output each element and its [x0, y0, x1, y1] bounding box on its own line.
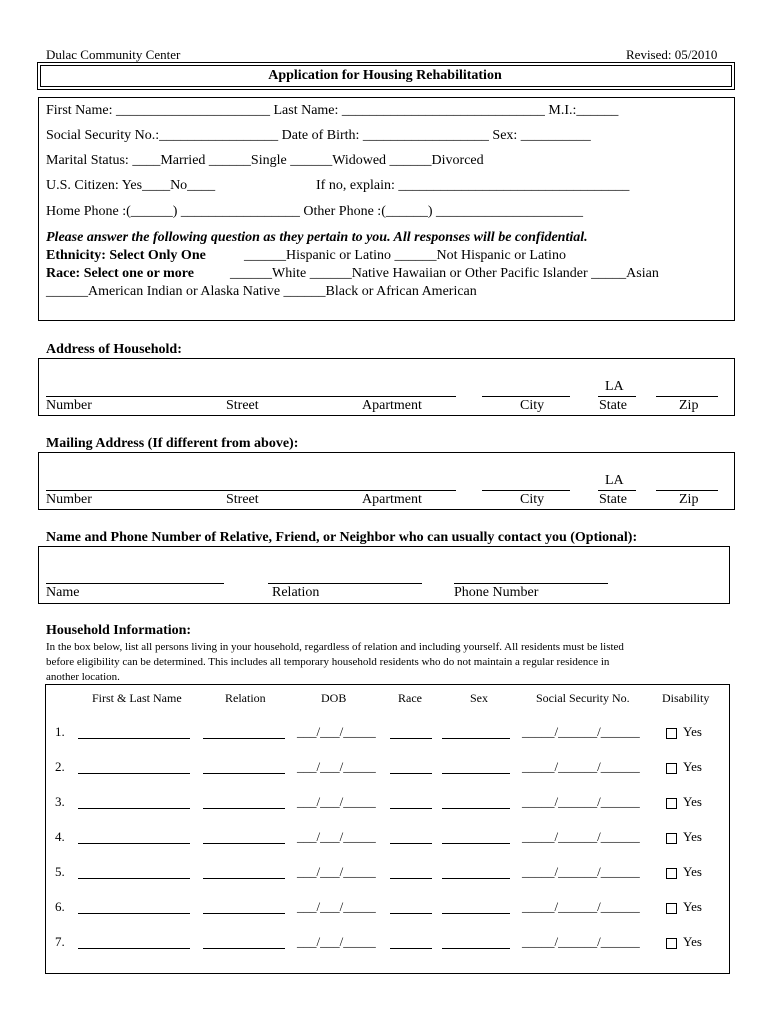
- address-state-value: LA: [605, 379, 624, 394]
- row-name-blank[interactable]: [78, 738, 190, 739]
- disability-yes-label: Yes: [683, 829, 702, 844]
- ethnicity-options[interactable]: ______Hispanic or Latino ______Not Hispanic or Latino: [244, 248, 566, 263]
- org-name: Dulac Community Center: [46, 47, 181, 62]
- row-sex-blank[interactable]: [442, 738, 510, 739]
- address-zip-label: Zip: [679, 398, 699, 413]
- address-street-label: Street: [226, 398, 259, 413]
- contact-relation-label: Relation: [272, 585, 320, 600]
- disability-yes-label: Yes: [683, 864, 702, 879]
- checkbox-icon[interactable]: [666, 763, 677, 774]
- page-title: Application for Housing Rehabilitation: [268, 68, 502, 83]
- row-race-blank[interactable]: [390, 773, 432, 774]
- col-disability: Disability: [662, 691, 710, 705]
- row-sex-blank[interactable]: [442, 808, 510, 809]
- disability-yes-option[interactable]: [666, 864, 702, 880]
- disability-yes-label: Yes: [683, 759, 702, 774]
- household-instructions-2: before eligibility can be determined. This includes all temporary household residents who do not maintain a regular residence in: [46, 656, 610, 668]
- row-number: 4.: [55, 829, 65, 844]
- col-dob: DOB: [321, 691, 347, 705]
- row-race-blank[interactable]: [390, 878, 432, 879]
- col-ssn: Social Security No.: [536, 691, 630, 705]
- address-state-label: State: [599, 398, 627, 413]
- race-options[interactable]: ______White ______Native Hawaiian or Other Pacific Islander _____Asian: [230, 266, 659, 281]
- col-race: Race: [398, 691, 422, 705]
- row-dob-blank[interactable]: ___/___/_____: [297, 829, 376, 844]
- row-name-blank[interactable]: [78, 808, 190, 809]
- household-instructions-1: In the box below, list all persons living in your household, regardless of relation and including yourself. All residents must be listed: [46, 641, 624, 653]
- disability-yes-option[interactable]: [666, 759, 702, 775]
- row-number: 2.: [55, 759, 65, 774]
- checkbox-icon[interactable]: [666, 798, 677, 809]
- phone-row[interactable]: Home Phone :(______) _________________ Other Phone :(______) _____________________: [46, 204, 584, 219]
- row-relation-blank[interactable]: [203, 948, 285, 949]
- contact-name-label: Name: [46, 585, 80, 600]
- name-row[interactable]: First Name: ______________________ Last Name: _____________________________ M.I.:______: [46, 103, 619, 118]
- row-ssn-blank[interactable]: _____/______/______: [522, 794, 640, 809]
- row-sex-blank[interactable]: [442, 878, 510, 879]
- race-label: Race: Select one or more: [46, 266, 194, 281]
- disability-yes-label: Yes: [683, 724, 702, 739]
- disability-yes-label: Yes: [683, 934, 702, 949]
- disability-yes-option[interactable]: [666, 724, 702, 740]
- checkbox-icon[interactable]: [666, 938, 677, 949]
- disability-yes-option[interactable]: [666, 829, 702, 845]
- row-dob-blank[interactable]: ___/___/_____: [297, 724, 376, 739]
- ssn-dob-sex-row[interactable]: Social Security No.:_________________ Date of Birth: __________________ Sex: __________: [46, 128, 591, 143]
- disability-yes-label: Yes: [683, 899, 702, 914]
- checkbox-icon[interactable]: [666, 868, 677, 879]
- mailing-city-label: City: [520, 492, 545, 507]
- row-race-blank[interactable]: [390, 808, 432, 809]
- contact-box[interactable]: [38, 546, 730, 604]
- row-race-blank[interactable]: [390, 843, 432, 844]
- row-relation-blank[interactable]: [203, 738, 285, 739]
- row-ssn-blank[interactable]: _____/______/______: [522, 724, 640, 739]
- col-relation: Relation: [225, 691, 266, 705]
- row-relation-blank[interactable]: [203, 913, 285, 914]
- confidential-notice: Please answer the following question as they pertain to you. All responses will be confidential.: [46, 230, 588, 245]
- checkbox-icon[interactable]: [666, 728, 677, 739]
- mailing-apartment-label: Apartment: [362, 492, 422, 507]
- row-ssn-blank[interactable]: _____/______/______: [522, 829, 640, 844]
- disability-yes-label: Yes: [683, 794, 702, 809]
- address-city-label: City: [520, 398, 545, 413]
- row-name-blank[interactable]: [78, 773, 190, 774]
- contact-heading: Name and Phone Number of Relative, Friend, or Neighbor who can usually contact you (Optional):: [46, 530, 638, 545]
- checkbox-icon[interactable]: [666, 903, 677, 914]
- ethnicity-label: Ethnicity: Select Only One: [46, 248, 206, 263]
- row-dob-blank[interactable]: ___/___/_____: [297, 934, 376, 949]
- col-name: First & Last Name: [92, 691, 182, 705]
- row-race-blank[interactable]: [390, 948, 432, 949]
- mailing-street-label: Street: [226, 492, 259, 507]
- col-sex: Sex: [470, 691, 488, 705]
- row-ssn-blank[interactable]: _____/______/______: [522, 759, 640, 774]
- mailing-heading: Mailing Address (If different from above):: [46, 436, 299, 451]
- row-relation-blank[interactable]: [203, 843, 285, 844]
- address-number-label: Number: [46, 398, 92, 413]
- row-ssn-blank[interactable]: _____/______/______: [522, 864, 640, 879]
- mailing-number-label: Number: [46, 492, 92, 507]
- contact-phone-label: Phone Number: [454, 585, 539, 600]
- mailing-state-value: LA: [605, 473, 624, 488]
- disability-yes-option[interactable]: [666, 899, 702, 915]
- disability-yes-option[interactable]: [666, 934, 702, 950]
- row-name-blank[interactable]: [78, 948, 190, 949]
- row-sex-blank[interactable]: [442, 948, 510, 949]
- row-race-blank[interactable]: [390, 913, 432, 914]
- address-apartment-label: Apartment: [362, 398, 422, 413]
- row-number: 7.: [55, 934, 65, 949]
- row-relation-blank[interactable]: [203, 773, 285, 774]
- checkbox-icon[interactable]: [666, 833, 677, 844]
- mailing-state-label: State: [599, 492, 627, 507]
- explain-field[interactable]: If no, explain: _________________________________: [316, 178, 630, 193]
- address-heading: Address of Household:: [46, 342, 182, 357]
- row-relation-blank[interactable]: [203, 808, 285, 809]
- row-number: 3.: [55, 794, 65, 809]
- row-race-blank[interactable]: [390, 738, 432, 739]
- row-name-blank[interactable]: [78, 843, 190, 844]
- row-dob-blank[interactable]: ___/___/_____: [297, 864, 376, 879]
- row-dob-blank[interactable]: ___/___/_____: [297, 899, 376, 914]
- row-sex-blank[interactable]: [442, 913, 510, 914]
- marital-status-row[interactable]: Marital Status: ____Married ______Single ______Widowed ______Divorced: [46, 153, 484, 168]
- row-number: 5.: [55, 864, 65, 879]
- row-name-blank[interactable]: [78, 913, 190, 914]
- row-sex-blank[interactable]: [442, 843, 510, 844]
- row-relation-blank[interactable]: [203, 878, 285, 879]
- revised-date: Revised: 05/2010: [626, 47, 718, 62]
- row-ssn-blank[interactable]: _____/______/______: [522, 934, 640, 949]
- household-heading: Household Information:: [46, 623, 192, 638]
- row-name-blank[interactable]: [78, 878, 190, 879]
- row-sex-blank[interactable]: [442, 773, 510, 774]
- row-ssn-blank[interactable]: _____/______/______: [522, 899, 640, 914]
- disability-yes-option[interactable]: [666, 794, 702, 810]
- race-options-2[interactable]: ______American Indian or Alaska Native ______Black or African American: [46, 284, 477, 299]
- row-number: 1.: [55, 724, 65, 739]
- row-dob-blank[interactable]: ___/___/_____: [297, 759, 376, 774]
- household-instructions-3: another location.: [46, 671, 120, 683]
- citizen-row[interactable]: U.S. Citizen: Yes____No____: [46, 178, 216, 193]
- mailing-zip-label: Zip: [679, 492, 699, 507]
- row-number: 6.: [55, 899, 65, 914]
- row-dob-blank[interactable]: ___/___/_____: [297, 794, 376, 809]
